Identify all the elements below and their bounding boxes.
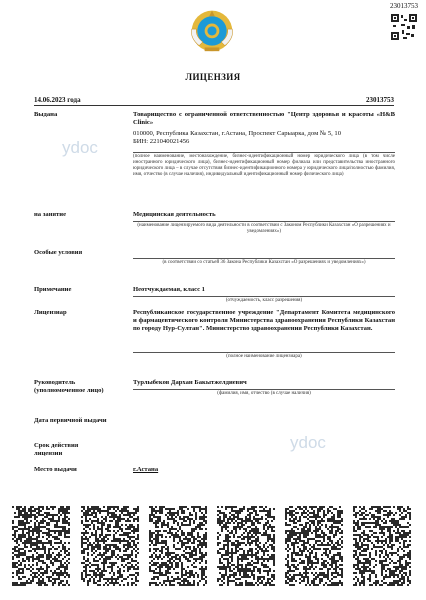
- validity-label: Срок действия лицензии: [34, 442, 79, 457]
- head-label: Руководитель (уполномоченное лицо): [34, 379, 104, 394]
- issued-value: Товарищество с ограниченной ответственностью "Центр здоровья и красоты «H&B Clinic»: [133, 111, 395, 126]
- issued-caption: (полное наименование, местонахождение, бизнес-идентификационный номер юридического лица (в том числе иностранного юридического лица), бизнес-идентификационный номер филиала или представительства иностранного юридического лица – в случае отсутствия бизнес-идентификационного номера у юридического лица/полностью фамилия, имя, отчество (в случае наличия), индивидуальный идентификационный номер физического лица): [133, 154, 395, 177]
- activity-value: Медицинская деятельность: [133, 211, 216, 218]
- conditions-caption: (в соответствии со статьей 36 Закона Республики Казахстан «О разрешениях и уведомлениях»): [133, 258, 395, 266]
- qr-code-bottom: [217, 506, 275, 586]
- issued-address: 010000, Республика Казахстан, г.Астана, Проспект Сарыарка, дом № 5, 10: [133, 130, 342, 137]
- place-value: г.Астана: [133, 466, 159, 473]
- issued-bin: БИН: 221040021456: [133, 138, 190, 145]
- note-caption: (отчуждаемость, класс разрешения): [133, 296, 395, 304]
- license-number: 23013753: [366, 96, 394, 104]
- qr-code-bottom: [81, 506, 139, 586]
- place-label: Место выдачи: [34, 466, 77, 473]
- qr-code-bottom: [12, 506, 70, 586]
- note-label: Примечание: [34, 286, 72, 293]
- doc-number-top: 23013753: [390, 2, 418, 10]
- watermark: ydoc: [62, 138, 98, 157]
- issued-label: Выдана: [34, 111, 58, 118]
- first-issue-label: Дата первичной выдачи: [34, 417, 107, 424]
- licensor-value: Республиканское государственное учреждение "Департамент Комитета медицинского и фармацевтического контроля Министерства здравоохранения Республики Казахстан по городу Нур-Султан". Министерство здравоохранения Республики Казахстан.: [133, 309, 395, 332]
- state-emblem: [189, 7, 235, 53]
- issue-date: 14.06.2023 года: [34, 96, 81, 104]
- note-value: Неотчуждаемая, класс 1: [133, 286, 205, 293]
- watermark: ydoc: [290, 433, 326, 452]
- licensor-caption: (полное наименование лицензиара): [133, 352, 395, 360]
- qr-code-top: [391, 14, 417, 40]
- activity-caption: (наименование лицензируемого вида деятельности в соответствии с Законом Республики Казахстан «О разрешениях и уведомлениях»): [133, 221, 395, 235]
- qr-code-bottom: [353, 506, 411, 586]
- licensor-label: Лицензиар: [34, 309, 67, 316]
- conditions-label: Особые условия: [34, 249, 83, 256]
- qr-code-bottom: [285, 506, 343, 586]
- qr-code-bottom: [149, 506, 207, 586]
- document-title: ЛИЦЕНЗИЯ: [185, 72, 241, 82]
- activity-label: на занятие: [34, 211, 67, 218]
- header-divider: [34, 105, 394, 106]
- head-value: Турлыбеков Дархан Бакытжелдиевич: [133, 379, 247, 386]
- head-caption: (фамилия, имя, отчество (в случае наличия): [133, 389, 395, 397]
